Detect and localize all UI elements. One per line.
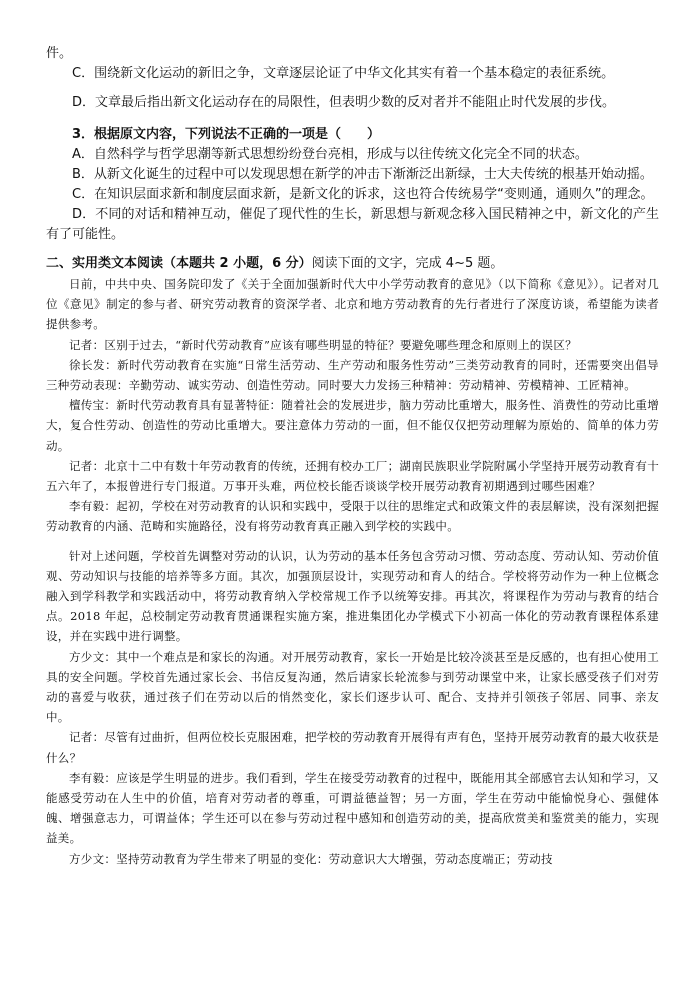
- paragraph: 方少文：其中一个难点是和家长的沟通。对开展劳动教育，家长一开始是比较冷淡甚至是反感的，也有担心使用工具的安全问题。学校首先通过家长会、书信反复沟通，然后请家长轮流参与到劳动课堂中来，让家长感受孩子们对劳动的喜爱与收获，通过孩子们在劳动以后的悄然变化，家长们逐步认可、配合、支持并引领孩子邻居、同事、亲友中。: [46, 649, 659, 725]
- section-heading: 二、实用类文本阅读（本题共 2 小题，6 分）: [46, 256, 312, 271]
- option-d: D．文章最后指出新文化运动存在的局限性，但表明少数的反对者并不能阻止时代发展的步伐。: [72, 95, 616, 110]
- paragraph: 记者：北京十二中有数十年劳动教育的传统，还拥有校办工厂；湖南民族职业学院附属小学坚持开展劳动教育有十五六年了，本报曾进行专门报道。万事开头难，两位校长能否谈谈学校开展劳动教育初期遇到过哪些困难？: [46, 458, 659, 494]
- article-body: [46, 274, 659, 869]
- option-c: C．在知识层面求新和制度层面求新，是新文化的诉求，这也符合传统易学“变则通，通则久”的理念。: [72, 187, 654, 202]
- paragraph: 记者：区别于过去，“新时代劳动教育”应该有哪些明显的特征？要避免哪些理念和原则上的误区？: [69, 337, 577, 352]
- question-3-stem: 3．根据原文内容，下列说法不正确的一项是（ ）: [72, 127, 381, 142]
- paragraph: 徐长发：新时代劳动教育在实施“日常生活劳动、生产劳动和服务性劳动”三类劳动教育的同时，还需要突出倡导三种劳动表现：辛勤劳动、诚实劳动、创造性劳动。同时要大力发扬三种精神：劳动精神、劳模精神、工匠精神。: [46, 357, 659, 393]
- paragraph: 针对上述问题，学校首先调整对劳动的认识，认为劳动的基本任务包含劳动习惯、劳动态度、劳动认知、劳动价值观、劳动知识与技能的培养等多方面。其次，加强顶层设计，实现劳动和育人的结合。学校将劳动作为一种上位概念融入到学科教学和实践活动中，将劳动教育纳入学校常规工作予以统筹安排。再其次，将课程作为劳动与教育的结合点。2018 年起，总校制定劳动教育贯通课程实施方案，推进集团化办学模式下小初高一体化的劳动教育课程体系建设，并在实践中进行调整。: [46, 548, 659, 644]
- paragraph: 日前，中共中央、国务院印发了《关于全面加强新时代大中小学劳动教育的意见》（以下简称《意见》）。记者对几位《意见》制定的参与者、研究劳动教育的资深学者、北京和地方劳动教育的先行者进行了深度访谈，希望能为读者提供参考。: [46, 277, 659, 332]
- paragraph: 方少文：坚持劳动教育为学生带来了明显的变化：劳动意识大大增强，劳动态度端正；劳动技: [69, 851, 553, 866]
- option-c: C．围绕新文化运动的新旧之争，文章逐层论证了中华文化其实有着一个基本稳定的表征系统。: [72, 66, 615, 81]
- option-d: D．不同的对话和精神互动，催促了现代性的生长，新思想与新观念移入国民精神之中，新文化的产生有了可能性。: [46, 207, 659, 242]
- option-a: A．自然科学与哲学思潮等新式思想纷纷登台亮相，形成与以往传统文化完全不同的状态。: [72, 147, 588, 162]
- paragraph: 李有毅：起初，学校在对劳动教育的认识和实践中，受限于以往的思维定式和政策文件的表层解读，没有深刻把握劳动教育的内涵、范畴和实施路径，没有将劳动教育真正融入到学校的实践中。: [46, 499, 659, 534]
- text-continuation: 件。: [46, 46, 73, 61]
- paragraph: 记者：尽管有过曲折，但两位校长克服困难，把学校的劳动教育开展得有声有色，坚持开展劳动教育的最大收获是什么？: [46, 730, 659, 765]
- paragraph: 檀传宝：新时代劳动教育具有显著特征：随着社会的发展进步，脑力劳动比重增大，服务性、消费性的劳动比重增大，复合性劳动、创造性的劳动比重增大。要注意体力劳动的一面，但不能仅仅把劳动理解为原始的、简单的体力劳动。: [46, 398, 659, 453]
- question-2-tail: [46, 44, 659, 113]
- paragraph: 李有毅：应该是学生明显的进步。我们看到，学生在接受劳动教育的过程中，既能用其全部感官去认知和学习，又能感受劳动在人生中的价值，培育对劳动者的尊重，可谓益德益智；另一方面，学生在劳动中能愉悦身心、强健体魄、增强意志力，可谓益体；学生还可以在参与劳动过程中感知和创造劳动的美，提高欣赏美和鉴赏美的能力，实现益美。: [46, 770, 659, 846]
- option-b: B．从新文化诞生的过程中可以发现思想在新学的冲击下渐渐泛出新绿，士大夫传统的根基开始动摇。: [72, 167, 653, 182]
- section-instruction: 阅读下面的文字，完成 4~5 题。: [311, 256, 504, 271]
- section-2-header: [46, 254, 659, 274]
- question-3: [46, 125, 659, 245]
